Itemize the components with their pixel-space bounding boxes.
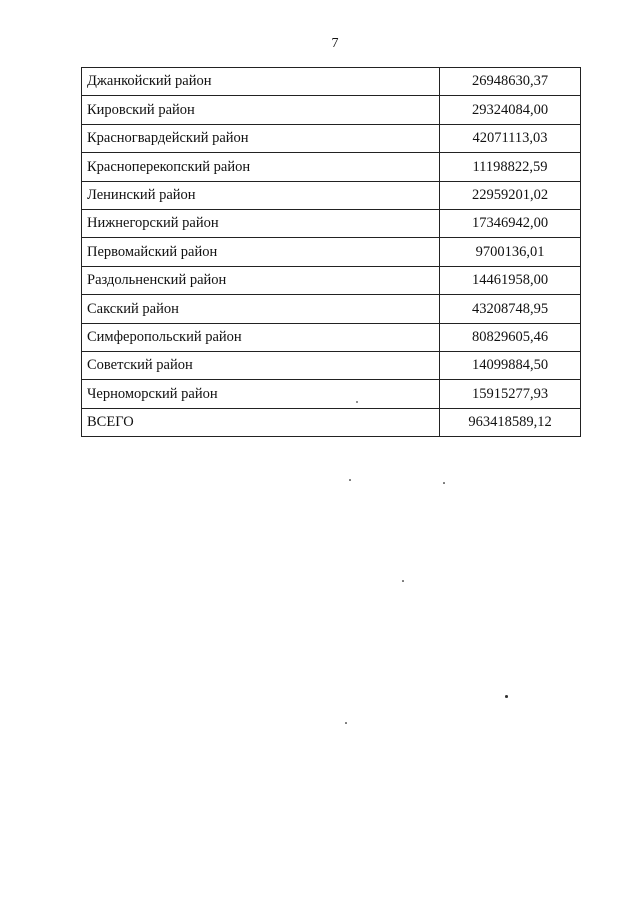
district-amount: 17346942,00 (440, 209, 581, 237)
district-amount: 29324084,00 (440, 96, 581, 124)
table-row (82, 380, 581, 408)
district-name: Советский район (82, 351, 440, 379)
district-amount: 26948630,37 (440, 68, 581, 96)
district-amount: 15915277,93 (440, 380, 581, 408)
district-name: Первомайский район (82, 238, 440, 266)
table-row (82, 238, 581, 266)
table-row (82, 124, 581, 152)
district-amount: 14099884,50 (440, 351, 581, 379)
district-amount: 9700136,01 (440, 238, 581, 266)
table-row (82, 209, 581, 237)
table-row (82, 96, 581, 124)
table-row (82, 181, 581, 209)
scan-speck (356, 401, 358, 403)
total-amount: 963418589,12 (440, 408, 581, 436)
district-name: Кировский район (82, 96, 440, 124)
scan-speck (443, 482, 445, 484)
table-row (82, 295, 581, 323)
table-row (82, 351, 581, 379)
total-label: ВСЕГО (82, 408, 440, 436)
district-name: Черноморский район (82, 380, 440, 408)
district-amounts-table (81, 67, 581, 437)
district-name: Симферопольский район (82, 323, 440, 351)
district-name: Сакский район (82, 295, 440, 323)
district-amount: 22959201,02 (440, 181, 581, 209)
district-amount: 14461958,00 (440, 266, 581, 294)
district-name: Джанкойский район (82, 68, 440, 96)
scan-speck (345, 722, 347, 724)
scan-speck (505, 695, 508, 698)
table-row (82, 323, 581, 351)
scan-speck (349, 479, 351, 481)
scan-speck (402, 580, 404, 582)
district-name: Раздольненский район (82, 266, 440, 294)
district-amount: 42071113,03 (440, 124, 581, 152)
page-number: 7 (331, 36, 339, 51)
district-name: Нижнегорский район (82, 209, 440, 237)
district-amount: 11198822,59 (440, 153, 581, 181)
table-row (82, 68, 581, 96)
district-amount: 43208748,95 (440, 295, 581, 323)
district-amount: 80829605,46 (440, 323, 581, 351)
table-row (82, 266, 581, 294)
district-name: Красноперекопский район (82, 153, 440, 181)
table-row-total (82, 408, 581, 436)
district-name: Красногвардейский район (82, 124, 440, 152)
table-row (82, 153, 581, 181)
district-name: Ленинский район (82, 181, 440, 209)
